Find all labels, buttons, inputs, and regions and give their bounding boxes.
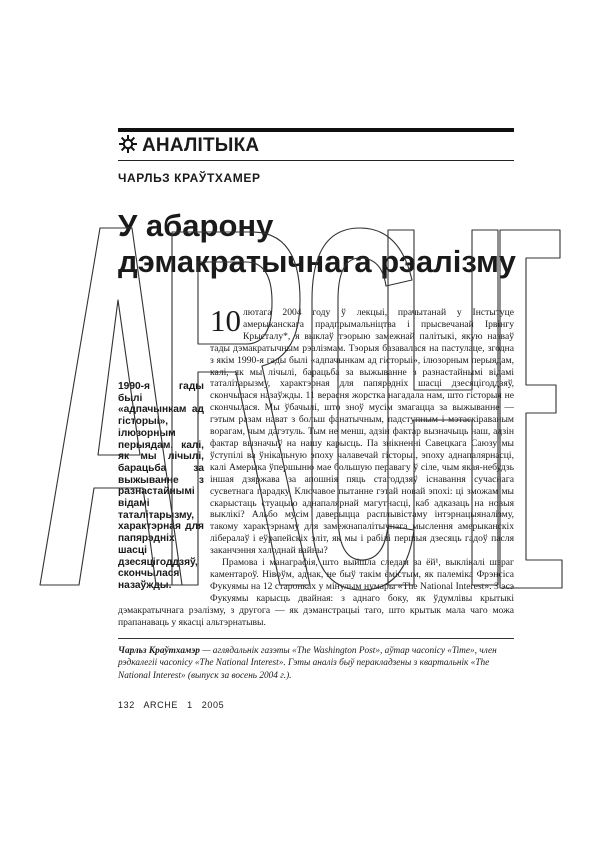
bio-rule (118, 638, 514, 639)
paragraph-1-text: лютага 2004 году ў лекцыі, прачытанай у Інстытуце амерыканскага прадпрымальніцтва і прысвечанай Ірвінгу Крысталу*, я выклаў тэорыю замежнай палітыкі, якую назваў тады дэмакратычным рэалізмам. Тэорыя базавалася на пастулаце, згодна з якім 1990-я гады былі «адпачынкам ад гісторыі», ілюзорным перыядам, калі, як мы лічылі, барацьба за выжыванне з разнастайнымі відамі таталітарызму, характэрная для папярэдніх шасці дзесяцігоддзяў, скончылася назаўжды. 11 верасня жорстка нагадала нам, што гісторыя не скончылася. Мы ўбачылі, што зноў мусім змагацца за выжыванне — гэтым разам нават з больш фанатычным, падступным і мэтаскіраваным ворагам, чым дагэтуль. Тым не менш, адзін фактар вызначыць наш, адзін фактар вызначыў на нашу карысць. Па знікненні Савецкага Саюзу мы ўступілі ва ўнікальную эпоху чалавечай гісторыі, эпоху аднапалярнасці, калі Амерыка ўпершыню мае большую перавагу ў сіле, чым якая-небудзь іншая дзяржава за апошнія пяць стагоддзяў існавання сучаснага сусветнага парадку. Ключавое пытанне гэтай новай эпохі: ці зможам мы скарыстаць стуацыю аднапалярнай магутнасці, каб адказаць на новыя выклікі? Альбо мусім даверыцца расплывістаму інтэрнацыяналізму, такому характэрнаму для замежнапалітычнага мыслення амерыканскіх лібералаў і еўрапейскіх эліт, як мы і рабілі першыя дзесяць гадоў пасля заканчэння халоднай вайны? (210, 307, 514, 557)
sun-ornament-icon (118, 134, 138, 160)
page-footer (118, 700, 230, 710)
bio-author-name: Чарльз Краўтхамэр (118, 646, 200, 656)
paragraph-2: Прамова і манаграфія, што выйшла следам за ёй¹, выклікалі шэраг каментароў. Нівоўм, аднак, не быў такім ёмістым, як палеміка Фрэнсіса Фукуямы на 12 старонках у мінулым нумары «The National Interest». З эсэ Фукуямы карысць двайная: з аднаго боку, як ўдумлівы крытыкі дэмакратычнага рэалізму, з другога — як дэманстрацыі таго, што крытык мала чаго можа прапанаваць у якасці альтэрнатывы. (118, 557, 514, 628)
section-label: АНАЛІТЫКА (142, 135, 260, 156)
section-heading (118, 134, 514, 160)
top-rule (118, 128, 514, 132)
article-body (118, 303, 514, 628)
section-rule (118, 160, 514, 161)
journal-name: ARCHE (143, 700, 178, 710)
pull-quote-column (118, 307, 204, 596)
title-line-2: дэмакратычнага рэалізму (118, 244, 516, 279)
drop-cap: 10 (210, 303, 241, 338)
article-title (118, 208, 518, 280)
title-line-1: У абарону (118, 208, 274, 243)
pull-quote: 1990-я гады былі «адпачынкам ад гісторыі», ілюзорным перыядам, калі, як мы лічылі, барацьба за выжыванне з разнастайнымі відамі таталітарызму, характэрная для папярэдніх шасці дзесяцігоддзяў, скончылася назаўжды. (118, 381, 204, 591)
issue-year: 2005 (201, 700, 225, 710)
page-number: 132 (118, 700, 135, 710)
author-bio (118, 645, 514, 682)
issue-number: 1 (187, 700, 193, 710)
bio-text: — аглядальнік газэты «The Washington Post», аўтар часопісу «Time», член рэдкалегіі часопісу «The National Interest». Гэты аналіз быў перакладзены з квартальнік «The National Interest» (выпуск за восень 2004 г.). (118, 646, 497, 681)
author-name: ЧАРЛЬЗ КРАЎТХАМЕР (118, 171, 261, 185)
